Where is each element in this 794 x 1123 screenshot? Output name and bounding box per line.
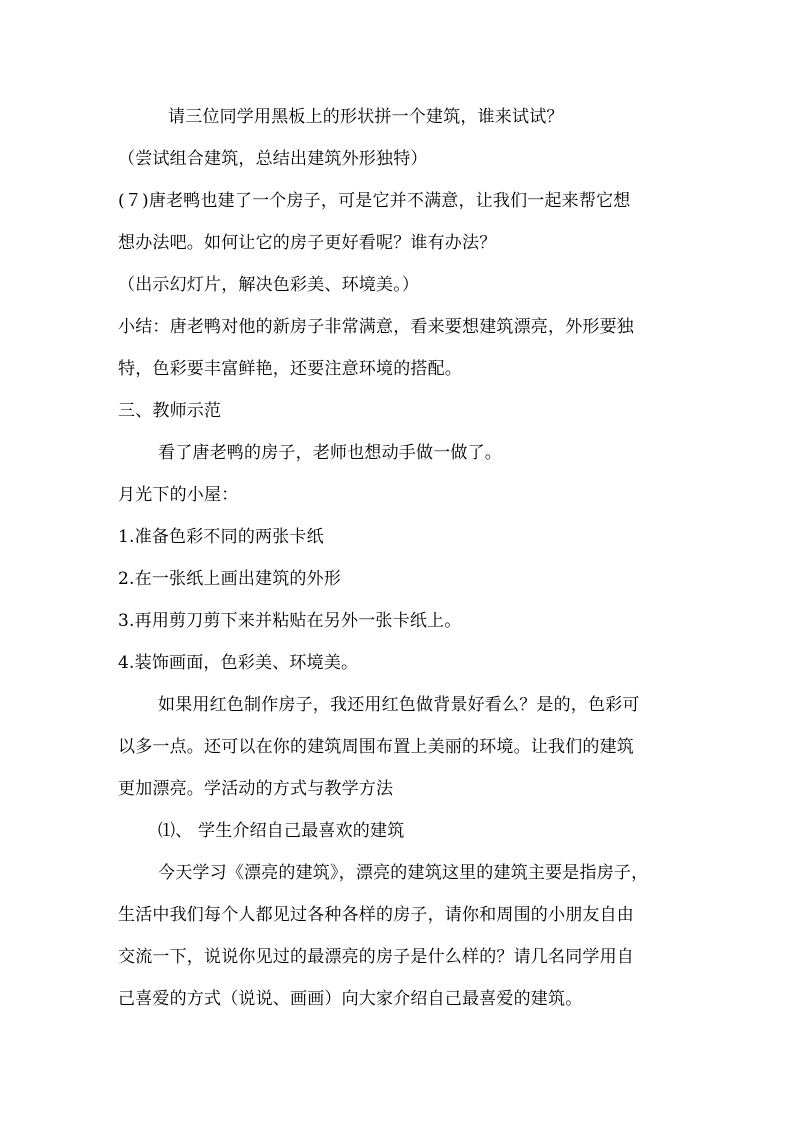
paragraph-line-4: 想办法吧。如何让它的房子更好看呢？谁有办法？ [118, 233, 497, 253]
subheading-line: 月光下的小屋： [118, 485, 239, 505]
paragraph-line-6: 小结：唐老鸭对他的新房子非常满意，看来要想建筑漂亮，外形要独 [118, 317, 634, 337]
paragraph-line-5: （出示幻灯片，解决色彩美、环境美。） [118, 275, 420, 295]
paragraph-line-16: 以多一点。还可以在你的建筑周围布置上美丽的环境。让我们的建筑 [118, 737, 634, 757]
paragraph-line-2: （尝试组合建筑，总结出建筑外形独特） [118, 149, 428, 169]
paragraph-line-9: 看了唐老鸭的房子，老师也想动手做一做了。 [158, 443, 502, 463]
paragraph-line-1: 请三位同学用黑板上的形状拼一个建筑，谁来试试？ [168, 107, 564, 127]
paragraph-line-7: 特，色彩要丰富鲜艳，还要注意环境的搭配。 [118, 359, 462, 379]
paragraph-line-3: (７)唐老鸭也建了一个房子，可是它并不满意，让我们一起来帮它想 [118, 191, 631, 211]
paragraph-line-17: 更加漂亮。学活动的方式与教学方法 [118, 779, 394, 799]
paragraph-line-19: 今天学习《漂亮的建筑》，漂亮的建筑这里的建筑主要是指房子， [158, 863, 649, 883]
list-item-4: 4.装饰画面，色彩美、环境美。 [118, 653, 359, 673]
list-item-3: 3.再用剪刀剪下来并粘贴在另外一张卡纸上。 [118, 611, 462, 631]
list-item-1: 1.准备色彩不同的两张卡纸 [118, 527, 324, 547]
section-heading: 三、教师示范 [118, 401, 222, 421]
paragraph-line-15: 如果用红色制作房子，我还用红色做背景好看么？是的，色彩可 [158, 695, 640, 715]
subsection-heading: ⑴、 学生介绍自己最喜欢的建筑 [158, 821, 405, 841]
paragraph-line-20: 生活中我们每个人都见过各种各样的房子，请你和周围的小朋友自由 [118, 905, 634, 925]
paragraph-line-22: 己喜爱的方式（说说、画画）向大家介绍自己最喜爱的建筑。 [118, 989, 583, 1009]
list-item-2: 2.在一张纸上画出建筑的外形 [118, 569, 342, 589]
paragraph-line-21: 交流一下，说说你见过的最漂亮的房子是什么样的？请几名同学用自 [118, 947, 634, 967]
